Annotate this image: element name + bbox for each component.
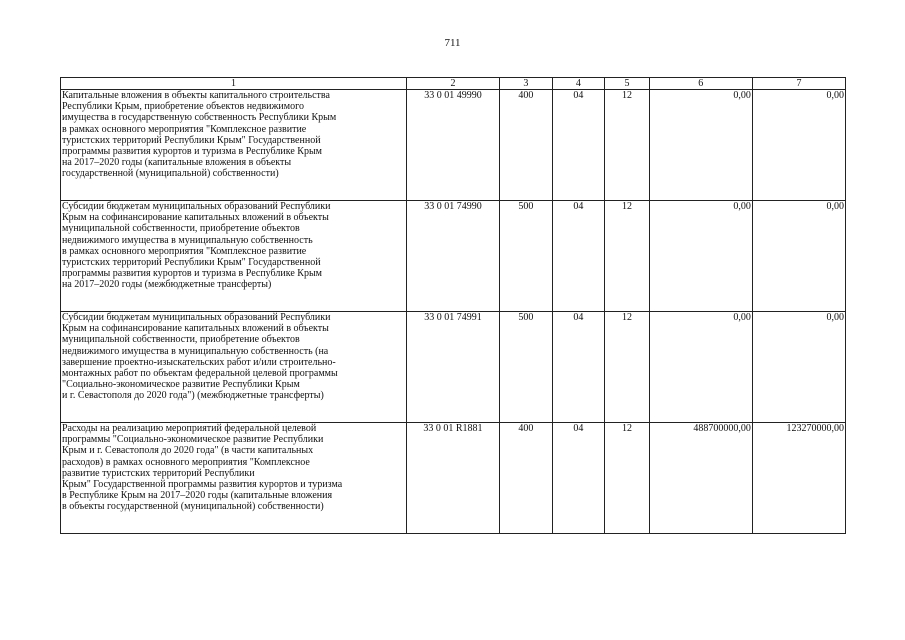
header-row (61, 78, 846, 90)
row-col-5: 12 (605, 423, 650, 534)
row-col-4: 04 (552, 201, 605, 312)
row-col-5: 12 (605, 201, 650, 312)
row-col-3: 500 (500, 201, 553, 312)
header-col-5: 5 (605, 78, 650, 90)
row-col-5: 12 (605, 312, 650, 423)
table-body (61, 90, 846, 534)
table-row (61, 90, 846, 201)
row-col-3: 400 (500, 423, 553, 534)
row-description: Капитальные вложения в объекты капитального строительства Республики Крым, приобретение объектов недвижимого имущества в государственную собственность Республики Крым в рамках основного мероприятия "Комплексное развитие туристских территорий Республики Крым" Государственной программы развития курортов и туризма в Республике Крым на 2017–2020 годы (капитальные вложения в объекты государственной (муниципальной) собственности) (61, 90, 407, 201)
table-row (61, 201, 846, 312)
row-amount-7: 123270000,00 (752, 423, 845, 534)
header-col-3: 3 (500, 78, 553, 90)
row-amount-6: 0,00 (649, 201, 752, 312)
row-description: Субсидии бюджетам муниципальных образований Республики Крым на софинансирование капитальных вложений в объекты муниципальной собственности, приобретение объектов недвижимого имущества в муниципальную собственность в рамках основного мероприятия "Комплексное развитие туристских территорий Республики Крым" Государственной программы развития курортов и туризма в Республике Крым на 2017–2020 годы (межбюджетные трансферты) (61, 201, 407, 312)
row-amount-6: 0,00 (649, 90, 752, 201)
row-code: 33 0 01 R1881 (406, 423, 499, 534)
row-amount-7: 0,00 (752, 201, 845, 312)
header-col-2: 2 (406, 78, 499, 90)
header-col-6: 6 (649, 78, 752, 90)
row-code: 33 0 01 74990 (406, 201, 499, 312)
row-amount-6: 0,00 (649, 312, 752, 423)
row-col-3: 400 (500, 90, 553, 201)
table-row (61, 423, 846, 534)
header-col-4: 4 (552, 78, 605, 90)
header-col-7: 7 (752, 78, 845, 90)
budget-table (60, 77, 846, 534)
row-code: 33 0 01 49990 (406, 90, 499, 201)
row-col-3: 500 (500, 312, 553, 423)
row-code: 33 0 01 74991 (406, 312, 499, 423)
row-col-4: 04 (552, 423, 605, 534)
row-col-4: 04 (552, 90, 605, 201)
table-header (61, 78, 846, 90)
row-amount-6: 488700000,00 (649, 423, 752, 534)
header-col-1: 1 (61, 78, 407, 90)
row-col-4: 04 (552, 312, 605, 423)
row-amount-7: 0,00 (752, 90, 845, 201)
row-description: Расходы на реализацию мероприятий федеральной целевой программы "Социально-экономическое развитие Республики Крым и г. Севастополя до 2020 года" (в части капитальных расходов) в рамках основного мероприятия "Комплексное развитие туристских территорий Республики Крым" Государственной программы развития курортов и туризма в Республике Крым на 2017–2020 годы (капитальные вложения в объекты государственной (муниципальной) собственности) (61, 423, 407, 534)
row-amount-7: 0,00 (752, 312, 845, 423)
row-description: Субсидии бюджетам муниципальных образований Республики Крым на софинансирование капитальных вложений в объекты муниципальной собственности, приобретение объектов недвижимого имущества в муниципальную собственность (на завершение проектно-изыскательских работ и/или строительно- монтажных работ по объектам федеральной целевой программы "Социально-экономическое развитие Республики Крым и г. Севастополя до 2020 года") (межбюджетные трансферты) (61, 312, 407, 423)
page-number: 711 (444, 37, 461, 49)
table-row (61, 312, 846, 423)
row-col-5: 12 (605, 90, 650, 201)
